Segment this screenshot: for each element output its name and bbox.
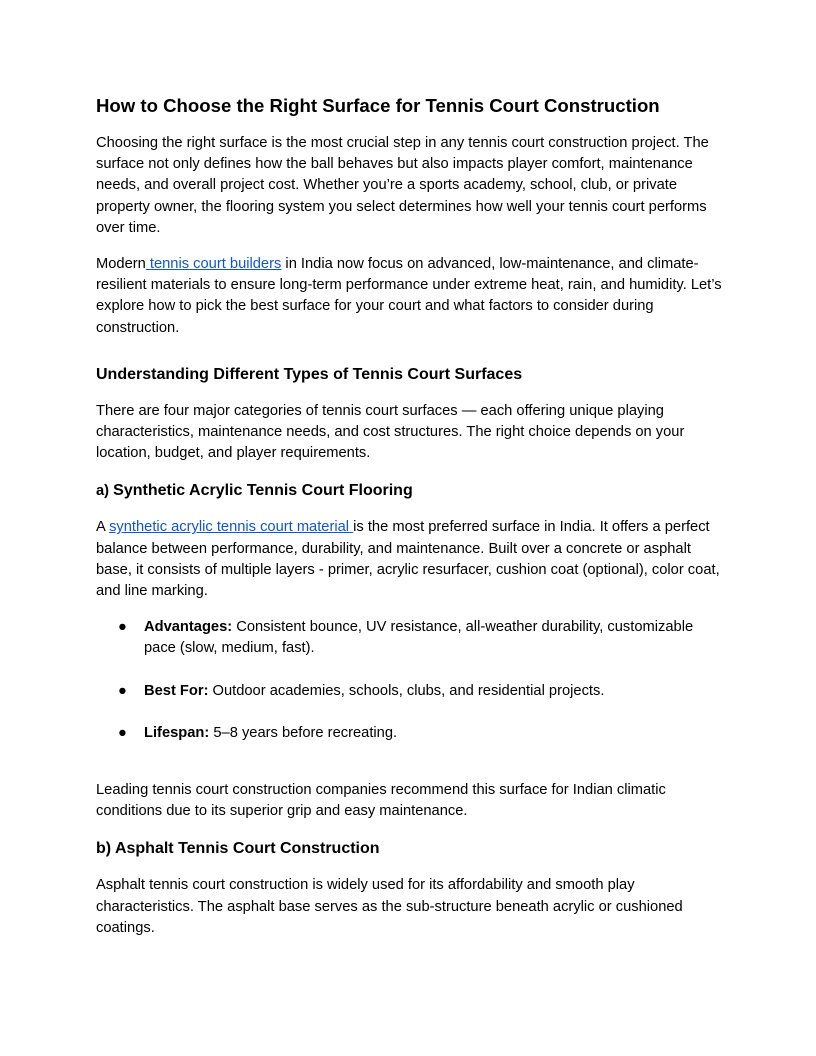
list-item-text: Outdoor academies, schools, clubs, and residential projects. bbox=[208, 682, 605, 699]
list-item-text: 5–8 years before recreating. bbox=[209, 724, 398, 741]
bullet-icon: ● bbox=[118, 724, 127, 741]
list-item-label: Best For: bbox=[144, 682, 209, 699]
asphalt-paragraph: Asphalt tennis court construction is widely used for its affordability and smooth play characteristics. The asphalt base serves as the sub-structure beneath acrylic or cushioned coatings. bbox=[96, 877, 683, 936]
page-title: How to Choose the Right Surface for Tennis Court Construction bbox=[96, 95, 660, 116]
section-heading-asphalt: b) Asphalt Tennis Court Construction bbox=[96, 840, 380, 858]
synthetic-acrylic-material-link[interactable]: synthetic acrylic tennis court material bbox=[109, 519, 354, 536]
tennis-court-builders-link[interactable]: tennis court builders bbox=[145, 256, 282, 273]
bullet-icon: ● bbox=[118, 619, 127, 636]
features-list bbox=[96, 617, 726, 744]
list-item-label: Advantages: bbox=[144, 619, 233, 636]
bullet-icon: ● bbox=[118, 682, 127, 699]
list-item-lifespan bbox=[96, 723, 726, 744]
list-item-text: Consistent bounce, UV resistance, all-weather durability, customizable pace (slow, medium, fast). bbox=[144, 619, 694, 657]
intro-p2-before: Modern bbox=[96, 256, 146, 273]
section-a-title: Synthetic Acrylic Tennis Court Flooring bbox=[113, 482, 413, 500]
section-surface-types-body: There are four major categories of tennis court surfaces — each offering unique playing characteristics, maintenance needs, and cost structures. The right choice depends on your location, budget, and player requirements. bbox=[96, 402, 685, 462]
synthetic-acrylic-paragraph bbox=[96, 517, 726, 602]
list-spacer bbox=[96, 765, 726, 780]
list-item-best-for bbox=[96, 681, 726, 702]
section-heading-surface-types: Understanding Different Types of Tennis Court Surfaces bbox=[96, 365, 523, 383]
section-a-prefix: a) bbox=[96, 483, 114, 500]
intro-paragraph-1: Choosing the right surface is the most crucial step in any tennis court construction project. The surface not only defines how the ball behaves but also impacts player comfort, maintenance needs, and overall project cost. Whether you’re a sports academy, school, club, or private property owner, the flooring system you select determines how well your tennis court performs over time. bbox=[96, 135, 709, 236]
intro-p2-after: in India now focus on advanced, low-maintenance, and climate-resilient materials to ensure long-term performance under extreme heat, rain, and humidity. Let’s explore how to pick the best surface for your court and what factors to consider during construction. bbox=[96, 256, 722, 336]
section-a-body-after: is the most preferred surface in India. It offers a perfect balance between performance, durability, and maintenance. Built over a concrete or asphalt base, it consists of multiple layers - primer, acrylic resurfacer, cushion coat (optional), color coat, and line marking. bbox=[96, 519, 720, 600]
section-heading-synthetic-acrylic bbox=[96, 479, 726, 503]
synthetic-acrylic-closing: Leading tennis court construction companies recommend this surface for Indian climatic conditions due to its superior grip and easy maintenance. bbox=[96, 782, 666, 820]
intro-paragraph-2 bbox=[96, 254, 726, 339]
section-a-body-before: A bbox=[96, 519, 110, 536]
document-page bbox=[96, 93, 726, 954]
list-item-advantages bbox=[96, 617, 726, 659]
list-item-label: Lifespan: bbox=[144, 724, 210, 741]
